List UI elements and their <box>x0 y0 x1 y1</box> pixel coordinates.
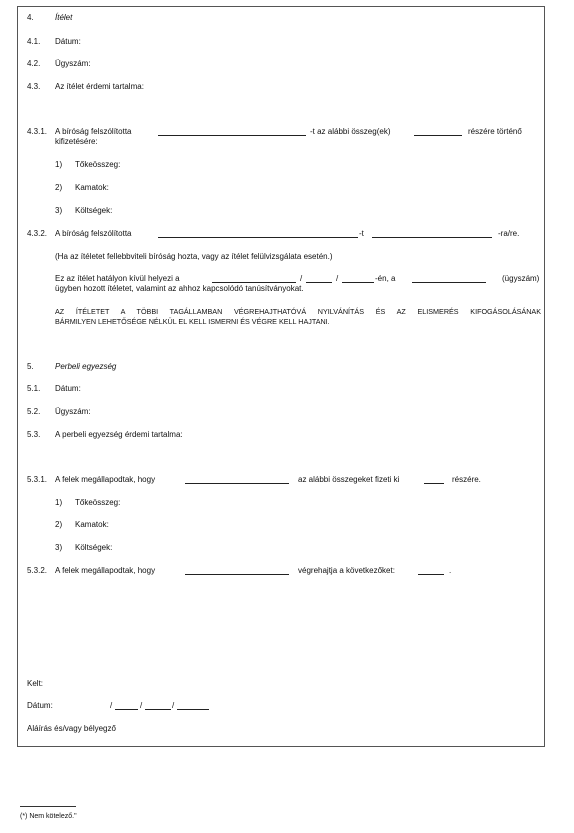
list-4-costs: Költségek: <box>75 206 113 215</box>
list-5-costs: Költségek: <box>75 543 113 552</box>
annul-text-e: (ügyszám) <box>502 274 540 283</box>
list-4-principal: Tőkeösszeg: <box>75 160 121 169</box>
footer-date-year-line[interactable] <box>177 709 209 710</box>
annul-date-day-line[interactable] <box>212 282 296 283</box>
signature-label: Aláírás és/vagy bélyegző <box>27 724 116 733</box>
annul-text-d: -én, a <box>375 274 396 283</box>
item-4-3-1-text-d: kifizetésére: <box>55 137 98 146</box>
item-5-2-label: Ügyszám: <box>55 407 91 416</box>
item-4-3-1-number: 4.3.1. <box>27 127 48 136</box>
list-5-n1: 1) <box>55 498 63 507</box>
item-5-1-number: 5.1. <box>27 384 41 393</box>
annul-date-month-line[interactable] <box>306 282 332 283</box>
item-5-3-number: 5.3. <box>27 430 41 439</box>
footer-date-slash-2: / <box>172 701 175 710</box>
item-4-3-1-text-a: A bíróság felszólította <box>55 127 132 136</box>
annul-date-year-line[interactable] <box>342 282 374 283</box>
recipient-blank-line[interactable] <box>372 237 492 238</box>
item-4-1-number: 4.1. <box>27 37 41 46</box>
list-4-n1: 1) <box>55 160 63 169</box>
issued-label: Kelt: <box>27 679 44 688</box>
amount-blank-line[interactable] <box>414 135 462 136</box>
annul-slash-2: / <box>336 274 339 283</box>
item-5-3-2-number: 5.3.2. <box>27 566 48 575</box>
item-4-2-number: 4.2. <box>27 59 41 68</box>
footer-date-slash-1: / <box>140 701 143 710</box>
enforcement-notice <box>55 307 541 327</box>
party-blank-line-2[interactable] <box>158 237 358 238</box>
item-4-3-2-text-a: A bíróság felszólította <box>55 229 132 238</box>
footnote-text: (*) Nem kötelező." <box>20 813 77 820</box>
appeal-note: (Ha az ítéletet fellebbviteli bíróság hozta, vagy az ítélet felülvizsgálata esetén.) <box>55 252 333 261</box>
item-5-3-2-text-c: . <box>449 566 452 575</box>
item-5-2-number: 5.2. <box>27 407 41 416</box>
list-5-interest: Kamatok: <box>75 520 109 529</box>
footer-date-month-line[interactable] <box>145 709 171 710</box>
case-number-line[interactable] <box>412 282 486 283</box>
section-4-title: Ítélet <box>55 13 73 22</box>
obligation-blank-line[interactable] <box>418 574 444 575</box>
list-4-n3: 3) <box>55 206 63 215</box>
item-5-3-2-text-b: végrehajtja a következőket: <box>298 566 395 575</box>
item-4-3-number: 4.3. <box>27 82 41 91</box>
annul-slash-1: / <box>300 274 303 283</box>
item-4-3-2-text-b: -t <box>359 229 364 238</box>
annul-text-line2: ügyben hozott ítéletet, valamint az ahhoz kapcsolódó tanúsítványokat. <box>55 284 304 293</box>
item-4-3-label: Az ítélet érdemi tartalma: <box>55 82 144 91</box>
item-4-1-label: Dátum: <box>55 37 81 46</box>
list-5-principal: Tőkeösszeg: <box>75 498 121 507</box>
list-5-n2: 2) <box>55 520 63 529</box>
section-5-number: 5. <box>27 362 34 371</box>
item-4-2-label: Ügyszám: <box>55 59 91 68</box>
payee-blank-line[interactable] <box>424 483 444 484</box>
list-5-n3: 3) <box>55 543 63 552</box>
party-blank-line[interactable] <box>158 135 306 136</box>
item-5-3-label: A perbeli egyezség érdemi tartalma: <box>55 430 183 439</box>
item-5-3-1-number: 5.3.1. <box>27 475 48 484</box>
section-4-number: 4. <box>27 13 34 22</box>
item-4-3-1-text-b: -t az alábbi összeg(ek) <box>310 127 391 136</box>
annul-text-a: Ez az ítélet hatályon kívül helyezi a <box>55 274 180 283</box>
item-5-3-1-text-c: részére. <box>452 475 481 484</box>
party-enforce-blank-line[interactable] <box>185 574 289 575</box>
footer-date-day-line[interactable] <box>115 709 138 710</box>
footer-date-label: Dátum: <box>27 701 53 710</box>
section-5-title: Perbeli egyezség <box>55 362 117 371</box>
footer-date-slash-0: / <box>110 701 113 710</box>
enforcement-notice-line-2: BÁRMILYEN LEHETŐSÉGE NÉLKÜL EL KELL ISMERNI ÉS VÉGRE KELL HAJTANI. <box>55 317 330 326</box>
list-4-n2: 2) <box>55 183 63 192</box>
payer-blank-line[interactable] <box>185 483 289 484</box>
enforcement-notice-line-1: AZ ÍTÉLETET A TÖBBI TAGÁLLAMBAN VÉGREHAJTHATÓVÁ NYILVÁNÍTÁS ÉS AZ ELISMERÉS KIFOGÁSOLÁSÁNAK <box>55 307 541 316</box>
form-frame <box>17 6 545 747</box>
item-5-3-1-text-a: A felek megállapodtak, hogy <box>55 475 156 484</box>
list-4-interest: Kamatok: <box>75 183 109 192</box>
footnote-separator <box>20 806 76 807</box>
item-5-3-1-text-b: az alábbi összegeket fizeti ki <box>298 475 400 484</box>
item-5-1-label: Dátum: <box>55 384 81 393</box>
item-5-3-2-text-a: A felek megállapodtak, hogy <box>55 566 156 575</box>
item-4-3-1-text-c: részére történő <box>468 127 522 136</box>
item-4-3-2-text-c: -ra/re. <box>498 229 520 238</box>
item-4-3-2-number: 4.3.2. <box>27 229 48 238</box>
